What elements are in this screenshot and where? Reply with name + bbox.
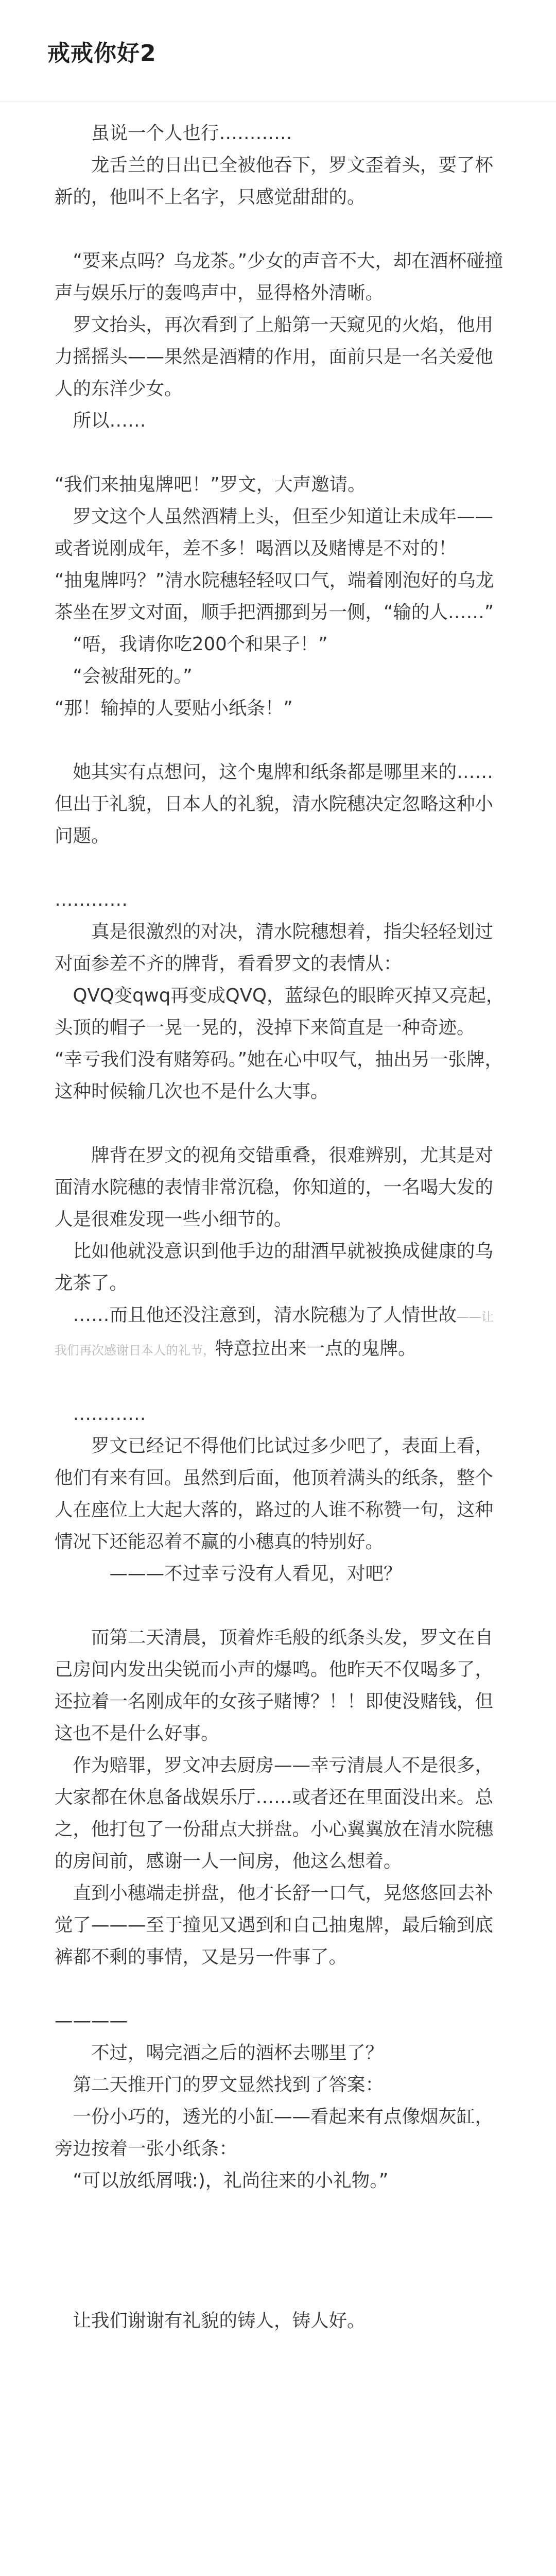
paragraph: 虽说一个人也行………… [55, 123, 292, 144]
paragraph-spacer [55, 1108, 506, 1140]
article-body [0, 102, 556, 2337]
paragraph: 而第二天清晨，顶着炸毛般的纸条头发，罗文在自己房间内发出尖锐而小声的爆鸣。他昨天不仅喝多了，还拉着一名刚成年的女孩子赌博？！！即使没赌钱，但这也不是什么好事。 [55, 1627, 494, 1744]
faint-aside-text: ——让我们再次感谢日本人的礼节， [55, 1310, 494, 1358]
paragraph: “幸亏我们没有赌筹码。”她在心中叹气，抽出另一张牌，这种时候输几次也不是什么大事。 [55, 1049, 503, 1102]
paragraph-spacer [55, 1973, 506, 2005]
paragraph: 龙舌兰的日出已全被他吞下，罗文歪着头，要了杯新的，他叫不上名字，只感觉甜甜的。 [55, 155, 494, 208]
paragraph: 罗文抬头，再次看到了上船第一天窥见的火焰，他用力摇摇头——果然是酒精的作用，面前只是一名关爱他人的东洋少女。 [55, 314, 494, 399]
page-header [0, 0, 556, 102]
paragraph: 让我们谢谢有礼貌的铸人，铸人好。 [55, 2310, 366, 2331]
paragraph [55, 1299, 506, 1366]
paragraph: “那！输掉的人要贴小纸条！” [55, 698, 293, 719]
paragraph: 罗文已经记不得他们比试过多少吧了，表面上看，他们有来有回。虽然到后面，他顶着满头的纸条，整个人在座位上大起大落的，路过的人谁不称赞一句，这种情况下还能忍着不赢的小穗真的特别好。 [55, 1435, 494, 1552]
paragraph-spacer [55, 1366, 506, 1398]
paragraph: 直到小穗端走拼盘，他才长舒一口气，晃悠悠回去补觉了———至于撞见又遇到和自己抽鬼牌，最后输到底裤都不剩的事情，又是另一件事了。 [55, 1883, 494, 1968]
paragraph: ———不过幸亏没有人看见，对吧？ [55, 1563, 402, 1584]
paragraph: 一份小巧的，透光的小缸——看起来有点像烟灰缸，旁边按着一张小纸条： [55, 2106, 494, 2159]
paragraph: 第二天推开门的罗文显然找到了答案： [55, 2074, 384, 2095]
paragraph: “可以放纸屑哦:)，礼尚往来的小礼物。” [55, 2170, 389, 2191]
paragraph-text: 特意拉出来一点的鬼牌。 [215, 1338, 416, 1359]
paragraph: 她其实有点想问，这个鬼牌和纸条都是哪里来的……但出于礼貌，日本人的礼貌，清水院穗决定忽略这种小问题。 [55, 761, 494, 846]
paragraph-spacer [55, 213, 506, 245]
paragraph: ………… [55, 1403, 146, 1425]
paragraph: “要来点吗？乌龙茶。”少女的声音不大，却在酒杯碰撞声与娱乐厅的轰鸣声中，显得格外清晰。 [55, 250, 503, 303]
paragraph-spacer [55, 2197, 506, 2305]
paragraph: 不过，喝完酒之后的酒杯去哪里了？ [55, 2042, 384, 2063]
paragraph-spacer [55, 852, 506, 884]
paragraph: 罗文这个人虽然酒精上头，但至少知道让未成年——或者说刚成年，差不多！喝酒以及赌博是不对的！ [55, 506, 494, 559]
paragraph: 比如他就没意识到他手边的甜酒早就被换成健康的乌龙茶了。 [55, 1241, 494, 1294]
paragraph: “唔，我请你吃200个和果子！” [55, 634, 328, 655]
paragraph: “我们来抽鬼牌吧！”罗文，大声邀请。 [55, 474, 366, 495]
paragraph: ———— [55, 2010, 128, 2031]
paragraph: QVQ变qwq再变成QVQ，蓝绿色的眼眸灭掉又亮起，头顶的帽子一晃一晃的，没掉下来简直是一种奇迹。 [55, 985, 505, 1038]
paragraph: “会被甜死的。” [55, 666, 193, 687]
paragraph-spacer [55, 437, 506, 469]
paragraph-spacer [55, 1590, 506, 1622]
paragraph: 真是很激烈的对决，清水院穗想着，指尖轻轻划过对面参差不齐的牌背，看看罗文的表情从： [55, 921, 494, 974]
paragraph: ………… [55, 889, 128, 910]
paragraph: 所以…… [55, 410, 146, 431]
paragraph-spacer [55, 724, 506, 756]
paragraph: 牌背在罗文的视角交错重叠，很难辨别，尤其是对面清水院穗的表情非常沉稳，你知道的，一名喝大发的人是很难发现一些小细节的。 [55, 1145, 494, 1230]
paragraph: 作为赔罪，罗文冲去厨房——幸亏清晨人不是很多，大家都在休息备战娱乐厅……或者还在里面没出来。总之，他打包了一份甜点大拼盘。小心翼翼放在清水院穗的房间前，感谢一人一间房，他这么想着。 [55, 1755, 494, 1872]
paragraph: “抽鬼牌吗？”清水院穗轻轻叹口气，端着刚泡好的乌龙茶坐在罗文对面，顺手把酒挪到另一侧，“输的人……” [55, 570, 494, 623]
paragraph-text: ……而且他还没注意到，清水院穗为了人情世故 [55, 1304, 457, 1326]
page-title: 戒戒你好2 [47, 40, 157, 66]
